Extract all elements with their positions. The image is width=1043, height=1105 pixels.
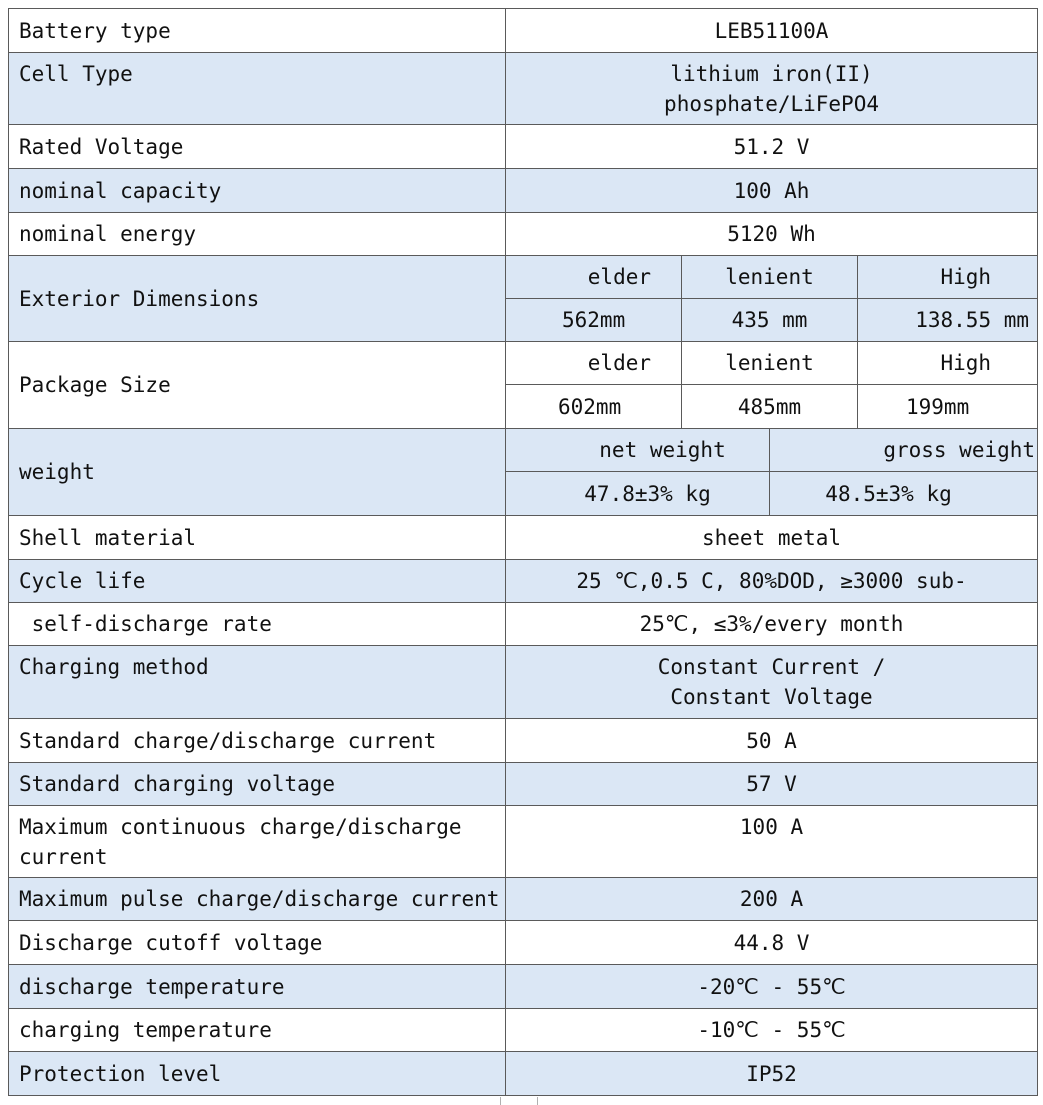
protection-level-label: Protection level bbox=[9, 1052, 506, 1096]
max-pulse-label: Maximum pulse charge/discharge current bbox=[9, 878, 506, 921]
nominal-capacity-label: nominal capacity bbox=[9, 169, 506, 213]
row-cycle-life bbox=[9, 560, 1038, 603]
row-cutoff-voltage bbox=[9, 921, 1038, 965]
row-shell-material bbox=[9, 516, 1038, 560]
cycle-life-value: 25 ℃,0.5 C, 80%DOD, ≥3000 sub- bbox=[506, 560, 1038, 603]
std-current-value: 50 A bbox=[506, 719, 1038, 763]
std-voltage-label: Standard charging voltage bbox=[9, 763, 506, 806]
row-cell-type bbox=[9, 53, 1038, 125]
max-pulse-value: 200 A bbox=[506, 878, 1038, 921]
row-max-continuous bbox=[9, 806, 1038, 878]
cell-type-label: Cell Type bbox=[9, 53, 506, 125]
charging-temp-value: -10℃ - 55℃ bbox=[506, 1009, 1038, 1052]
shell-material-value: sheet metal bbox=[506, 516, 1038, 560]
row-weight-headers bbox=[9, 429, 1038, 472]
row-std-voltage bbox=[9, 763, 1038, 806]
row-nominal-energy bbox=[9, 213, 1038, 256]
row-nominal-capacity bbox=[9, 169, 1038, 213]
package-header-lenient: lenient bbox=[682, 342, 858, 385]
cutoff-voltage-value: 44.8 V bbox=[506, 921, 1038, 965]
weight-label: weight bbox=[9, 429, 506, 516]
row-protection-level bbox=[9, 1052, 1038, 1096]
nominal-energy-value: 5120 Wh bbox=[506, 213, 1038, 256]
package-value-high: 199mm bbox=[858, 385, 1038, 429]
exterior-header-lenient: lenient bbox=[682, 256, 858, 299]
charging-method-value-line1: Constant Current / bbox=[657, 655, 886, 679]
row-battery-type bbox=[9, 9, 1038, 53]
self-discharge-value: 25℃, ≤3%/every month bbox=[506, 603, 1038, 646]
weight-value-gross: 48.5±3% kg bbox=[770, 472, 1038, 516]
max-continuous-value: 100 A bbox=[506, 806, 1038, 878]
nominal-capacity-value: 100 Ah bbox=[506, 169, 1038, 213]
cell-type-value bbox=[506, 53, 1038, 125]
row-rated-voltage bbox=[9, 125, 1038, 169]
weight-header-gross: gross weight bbox=[770, 429, 1038, 472]
row-std-current bbox=[9, 719, 1038, 763]
exterior-header-elder: elder bbox=[506, 256, 682, 299]
charging-method-value bbox=[506, 646, 1038, 719]
max-continuous-label bbox=[9, 806, 506, 878]
discharge-temp-label: discharge temperature bbox=[9, 965, 506, 1009]
spec-table bbox=[8, 8, 1038, 1096]
rated-voltage-label: Rated Voltage bbox=[9, 125, 506, 169]
row-exterior-headers bbox=[9, 256, 1038, 299]
charging-method-value-line2: Constant Voltage bbox=[670, 685, 873, 709]
self-discharge-label: self-discharge rate bbox=[9, 603, 506, 646]
bottom-tick-right bbox=[537, 1097, 538, 1105]
exterior-value-high: 138.55 mm bbox=[858, 299, 1038, 342]
charging-method-label: Charging method bbox=[9, 646, 506, 719]
max-continuous-label-line1: Maximum continuous charge/discharge bbox=[19, 815, 462, 839]
package-size-label: Package Size bbox=[9, 342, 506, 429]
bottom-tick-left bbox=[500, 1097, 501, 1105]
exterior-value-elder: 562mm bbox=[506, 299, 682, 342]
battery-type-value: LEB51100A bbox=[506, 9, 1038, 53]
cell-type-value-line2: phosphate/LiFePO4 bbox=[664, 91, 879, 116]
exterior-header-high: High bbox=[858, 256, 1038, 299]
package-header-elder: elder bbox=[506, 342, 682, 385]
std-voltage-value: 57 V bbox=[506, 763, 1038, 806]
row-max-pulse bbox=[9, 878, 1038, 921]
package-value-lenient: 485mm bbox=[682, 385, 858, 429]
discharge-temp-value: -20℃ - 55℃ bbox=[506, 965, 1038, 1009]
nominal-energy-label: nominal energy bbox=[9, 213, 506, 256]
cell-type-value-line1: lithium iron(II) bbox=[670, 61, 873, 86]
battery-type-label: Battery type bbox=[9, 9, 506, 53]
row-discharge-temp bbox=[9, 965, 1038, 1009]
weight-value-net: 47.8±3% kg bbox=[506, 472, 770, 516]
weight-header-net: net weight bbox=[506, 429, 770, 472]
std-current-label: Standard charge/discharge current bbox=[9, 719, 506, 763]
row-charging-method bbox=[9, 646, 1038, 719]
exterior-dimensions-label: Exterior Dimensions bbox=[9, 256, 506, 342]
package-value-elder: 602mm bbox=[506, 385, 682, 429]
cycle-life-label: Cycle life bbox=[9, 560, 506, 603]
shell-material-label: Shell material bbox=[9, 516, 506, 560]
charging-temp-label: charging temperature bbox=[9, 1009, 506, 1052]
row-package-headers bbox=[9, 342, 1038, 385]
protection-level-value: IP52 bbox=[506, 1052, 1038, 1096]
package-header-high: High bbox=[858, 342, 1038, 385]
row-charging-temp bbox=[9, 1009, 1038, 1052]
rated-voltage-value: 51.2 V bbox=[506, 125, 1038, 169]
exterior-value-lenient: 435 mm bbox=[682, 299, 858, 342]
max-continuous-label-line2: current bbox=[19, 845, 108, 869]
cutoff-voltage-label: Discharge cutoff voltage bbox=[9, 921, 506, 965]
row-self-discharge bbox=[9, 603, 1038, 646]
